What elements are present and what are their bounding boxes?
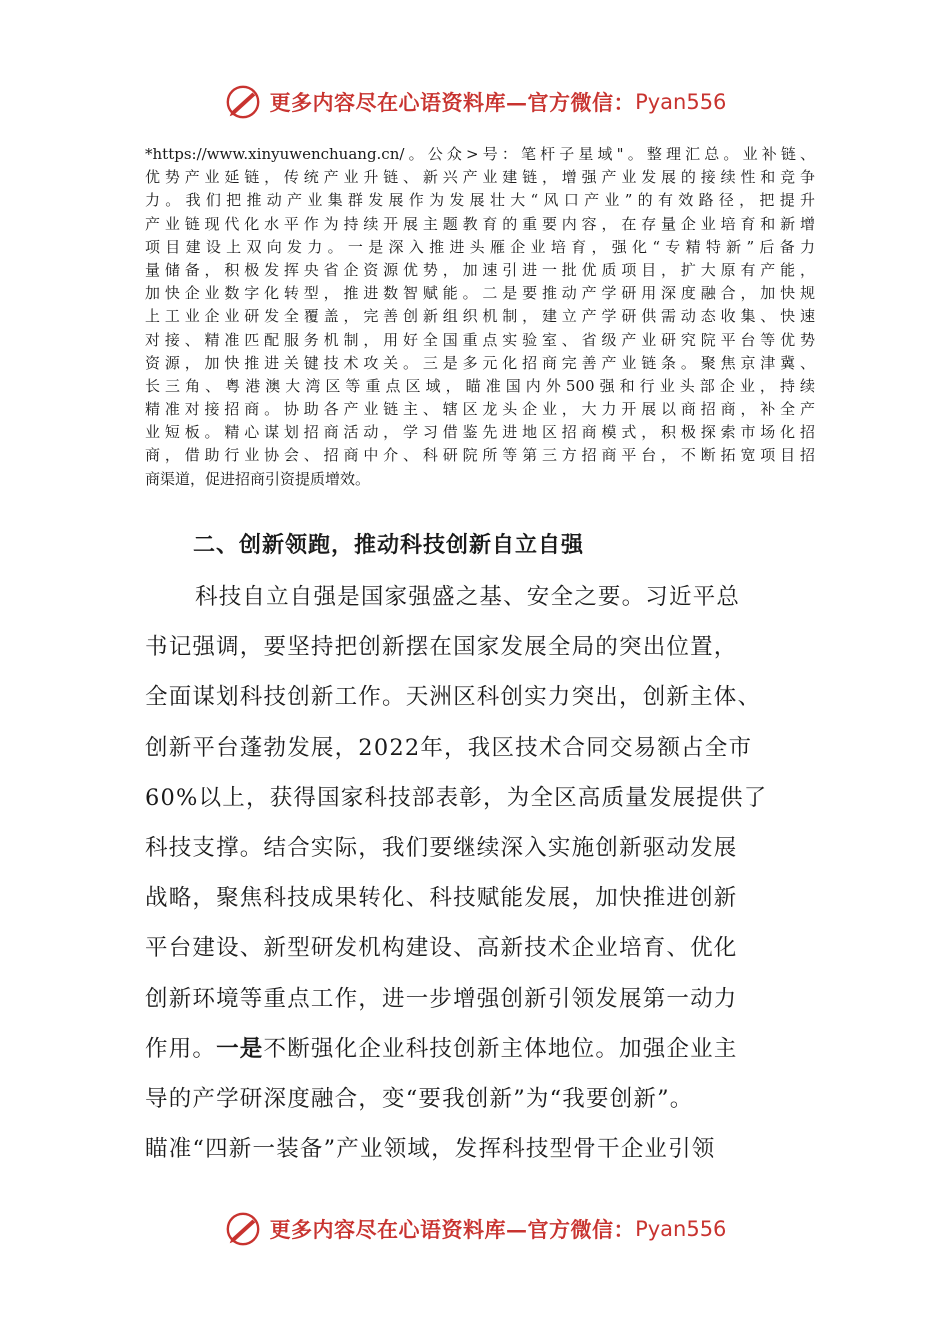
text-line: 创新环境等重点工作，进一步增强创新引领发展第一动力 xyxy=(145,985,738,1012)
text-line: 商，借助行业协会、招商中介、科研院所等第三方招商平台，不断拓宽项目招 xyxy=(145,446,815,465)
text-line: 量储备，积极发挥央省企资源优势，加速引进一批优质项目，扩大原有产能， xyxy=(145,260,815,279)
text-line: 瞄准“四新一装备”产业领域，发挥科技型骨干企业引领 xyxy=(145,1136,716,1163)
text-line: 项目建设上双向发力。一是深入推进头雁企业培育，强化“专精特新”后备力 xyxy=(145,237,815,256)
banner-wechat-id: Pyan556 xyxy=(635,90,727,114)
section-heading: 二、创新领跑，推动科技创新自立自强 xyxy=(193,533,585,558)
header-watermark-banner xyxy=(0,78,950,126)
emphasis-yishi: 一是 xyxy=(216,1035,264,1062)
text-segment: 作用。 xyxy=(145,1035,217,1062)
text-line: 优势产业延链，传统产业升链、新兴产业建链，增强产业发展的接续性和竞争 xyxy=(145,168,815,187)
text-line: 书记强调，要坚持把创新摆在国家发展全局的突出位置， xyxy=(145,634,738,661)
pen-logo-icon xyxy=(224,1210,262,1248)
text-line: 科技自立自强是国家强盛之基、安全之要。习近平总 xyxy=(195,584,741,610)
text-line: *https://www.xinyuwenchuang.cn/。公众>号：笔杆子星域"。整理汇总。业补链、 xyxy=(145,145,815,163)
text-line: 业短板。精心谋划招商活动，学习借鉴先进地区招商模式，积极探索市场化招 xyxy=(145,423,815,442)
text-line: 资源，加快推进关键技术攻关。三是多元化招商完善产业链条。聚焦京津冀、 xyxy=(145,353,815,372)
text-line: 平台建设、新型研发机构建设、高新技术企业培育、优化 xyxy=(145,935,738,962)
main-paragraph xyxy=(145,572,793,1174)
text-line xyxy=(145,1024,793,1074)
text-segment: 不断强化企业科技创新主体地位。加强企业主 xyxy=(263,1035,738,1062)
footer-watermark-banner xyxy=(0,1205,950,1253)
banner-wechat-id: Pyan556 xyxy=(635,1217,727,1241)
text-line: 精准对接招商。协助各产业链主、辖区龙头企业，大力开展以商招商，补全产 xyxy=(145,400,815,419)
text-line: 60%以上，获得国家科技部表彰，为全区高质量发展提供了 xyxy=(145,784,768,811)
text-line: 商渠道，促进招商引资提质增效。 xyxy=(145,469,371,488)
banner-text: 更多内容尽在心语资料库—官方微信： xyxy=(269,1217,636,1242)
text-line: 上工业企业研发全覆盖，完善创新组织机制，建立产学研供需动态收集、快速 xyxy=(145,307,815,326)
text-line: 产业链现代化水平作为持续开展主题教育的重要内容，在存量企业培育和新增 xyxy=(145,214,815,233)
text-line: 力。我们把推动产业集群发展作为发展壮大“风口产业”的有效路径，把提升 xyxy=(145,191,815,210)
text-line: 长三角、粤港澳大湾区等重点区域，瞄准国内外500强和行业头部企业，持续 xyxy=(145,376,815,395)
text-line: 对接、精准匹配服务机制，用好全国重点实验室、省级产业研究院平台等优势 xyxy=(145,330,815,349)
text-line: 加快企业数字化转型，推进数智赋能。二是要推动产学研用深度融合，加快规 xyxy=(145,284,815,303)
pen-logo-icon xyxy=(224,83,262,121)
text-line: 战略，聚焦科技成果转化、科技赋能发展，加快推进创新 xyxy=(145,885,738,912)
banner-text: 更多内容尽在心语资料库—官方微信： xyxy=(269,90,636,115)
text-line: 科技支撑。结合实际，我们要继续深入实施创新驱动发展 xyxy=(145,834,738,861)
text-line: 创新平台蓬勃发展，2022年，我区技术合同交易额占全市 xyxy=(145,734,753,761)
text-line: 全面谋划科技创新工作。天洲区科创实力突出，创新主体、 xyxy=(145,684,762,711)
text-line: 导的产学研深度融合，变“要我创新”为“我要创新”。 xyxy=(145,1085,694,1112)
intro-paragraph xyxy=(145,143,815,491)
